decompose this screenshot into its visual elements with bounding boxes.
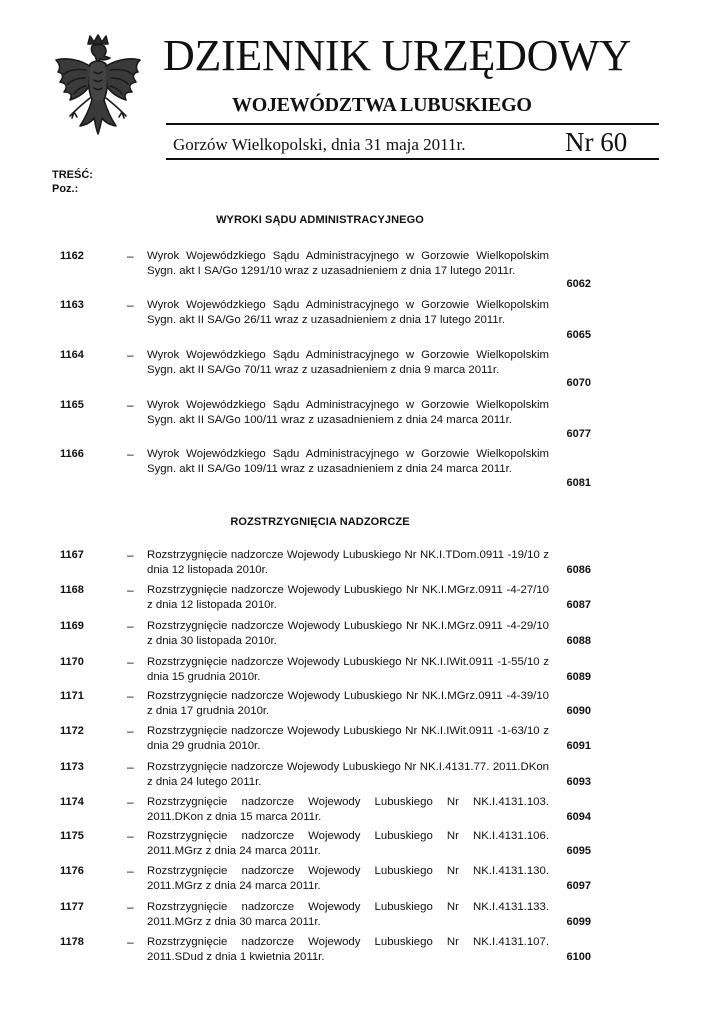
entry-page: 6097	[566, 880, 591, 892]
entry-title: Rozstrzygnięcie nadzorcze Wojewody Lubuskiego Nr NK.I.4131.103. 2011.DKon z dnia 15 marca 2011r.	[147, 796, 549, 823]
section-title-court-rulings: WYROKI SĄDU ADMINISTRACYJNEGO	[216, 214, 424, 226]
entry-page: 6065	[566, 329, 591, 341]
entry-title: Rozstrzygnięcie nadzorcze Wojewody Lubuskiego Nr NK.I.4131.130. 2011.MGrz z dnia 24 marca 2011r.	[147, 865, 549, 892]
entry-page: 6086	[566, 564, 591, 576]
entry-page: 6099	[566, 916, 591, 928]
entry-dash: –	[127, 249, 134, 263]
entry-page: 6089	[566, 671, 591, 683]
entry-dash: –	[127, 298, 134, 312]
entry-dash: –	[127, 760, 134, 774]
entry-position: 1166	[60, 448, 84, 460]
entry-page: 6070	[566, 377, 591, 389]
entry-dash: –	[127, 398, 134, 412]
entry-position: 1174	[60, 796, 84, 808]
entry-position: 1177	[60, 901, 84, 913]
section-title-supervisory-decisions: ROZSTRZYGNIĘCIA NADZORCZE	[230, 516, 410, 528]
entry-dash: –	[127, 548, 134, 562]
eagle-emblem-icon	[52, 34, 144, 146]
entry-title: Rozstrzygnięcie nadzorcze Wojewody Lubuskiego Nr NK.I.4131.106. 2011.MGrz z dnia 24 marca 2011r.	[147, 830, 549, 857]
issue-number: Nr 60	[565, 127, 628, 157]
entry-page: 6100	[566, 951, 591, 963]
entry-page: 6095	[566, 845, 591, 857]
content-label: TREŚĆ:	[52, 169, 93, 181]
entry-position: 1167	[60, 549, 84, 561]
entry-page: 6090	[566, 705, 591, 717]
gazette-subtitle: WOJEWÓDZTWA LUBUSKIEGO	[232, 94, 532, 116]
entry-dash: –	[127, 689, 134, 703]
entry-dash: –	[127, 724, 134, 738]
entry-title: Rozstrzygnięcie nadzorcze Wojewody Lubuskiego Nr NK.I.TDom.0911 -19/10 z dnia 12 listopada 2010r.	[147, 549, 549, 576]
entry-page: 6062	[566, 278, 591, 290]
entry-title: Wyrok Wojewódzkiego Sądu Administracyjnego w Gorzowie Wielkopolskim Sygn. akt II SA/Go 100/11 wraz z uzasadnieniem z dnia 24 marca 2011r.	[147, 399, 549, 426]
entry-position: 1162	[60, 250, 84, 262]
entry-position: 1178	[60, 936, 84, 948]
entry-position: 1170	[60, 656, 84, 668]
entry-position: 1169	[60, 620, 84, 632]
entry-dash: –	[127, 935, 134, 949]
entry-title: Rozstrzygnięcie nadzorcze Wojewody Lubuskiego Nr NK.I.4131.133. 2011.MGrz z dnia 30 marca 2011r.	[147, 901, 549, 928]
gazette-title: DZIENNIK URZĘDOWY	[163, 31, 631, 80]
entry-position: 1165	[60, 399, 84, 411]
header-rule-top	[166, 123, 659, 125]
position-label: Poz.:	[52, 183, 79, 195]
entry-dash: –	[127, 795, 134, 809]
entry-title: Rozstrzygnięcie nadzorcze Wojewody Lubuskiego Nr NK.I.IWit.0911 -1-63/10 z dnia 29 grudnia 2010r.	[147, 725, 549, 752]
entry-title: Wyrok Wojewódzkiego Sądu Administracyjnego w Gorzowie Wielkopolskim Sygn. akt I SA/Go 1291/10 wraz z uzasadnieniem z dnia 17 lutego 2011r.	[147, 250, 549, 277]
entry-dash: –	[127, 655, 134, 669]
entry-dash: –	[127, 829, 134, 843]
entry-page: 6093	[566, 776, 591, 788]
entry-title: Wyrok Wojewódzkiego Sądu Administracyjnego w Gorzowie Wielkopolskim Sygn. akt II SA/Go 109/11 wraz z uzasadnieniem z dnia 24 marca 2011r.	[147, 448, 549, 475]
entry-title: Rozstrzygnięcie nadzorcze Wojewody Lubuskiego Nr NK.I.MGrz.0911 -4-39/10 z dnia 17 grudnia 2010r.	[147, 690, 549, 717]
entry-page: 6087	[566, 599, 591, 611]
entry-position: 1176	[60, 865, 84, 877]
entry-dash: –	[127, 900, 134, 914]
entry-position: 1173	[60, 761, 84, 773]
entry-page: 6077	[566, 428, 591, 440]
entry-page: 6091	[566, 740, 591, 752]
header-rule-bottom	[166, 158, 659, 160]
entry-title: Rozstrzygnięcie nadzorcze Wojewody Lubuskiego Nr NK.I.MGrz.0911 -4-29/10 z dnia 30 listopada 2010r.	[147, 620, 549, 647]
entry-dash: –	[127, 864, 134, 878]
entry-position: 1175	[60, 830, 84, 842]
entry-dash: –	[127, 583, 134, 597]
entry-dash: –	[127, 447, 134, 461]
entry-position: 1172	[60, 725, 84, 737]
place-and-date: Gorzów Wielkopolski, dnia 31 maja 2011r.	[173, 135, 466, 154]
entry-dash: –	[127, 619, 134, 633]
entry-title: Wyrok Wojewódzkiego Sądu Administracyjnego w Gorzowie Wielkopolskim Sygn. akt II SA/Go 70/11 wraz z uzasadnieniem z dnia 9 marca 2011r.	[147, 349, 549, 376]
entry-page: 6088	[566, 635, 591, 647]
entry-page: 6094	[566, 811, 591, 823]
entry-position: 1163	[60, 299, 84, 311]
entry-title: Rozstrzygnięcie nadzorcze Wojewody Lubuskiego Nr NK.I.IWit.0911 -1-55/10 z dnia 15 grudnia 2010r.	[147, 656, 549, 683]
entry-position: 1168	[60, 584, 84, 596]
entry-title: Rozstrzygnięcie nadzorcze Wojewody Lubuskiego Nr NK.I.4131.77. 2011.DKon z dnia 24 lutego 2011r.	[147, 761, 549, 788]
entry-dash: –	[127, 348, 134, 362]
entry-title: Wyrok Wojewódzkiego Sądu Administracyjnego w Gorzowie Wielkopolskim Sygn. akt II SA/Go 26/11 wraz z uzasadnieniem z dnia 17 lutego 2011r.	[147, 299, 549, 326]
entry-title: Rozstrzygnięcie nadzorcze Wojewody Lubuskiego Nr NK.I.MGrz.0911 -4-27/10 z dnia 12 listopada 2010r.	[147, 584, 549, 611]
entry-position: 1164	[60, 349, 84, 361]
entry-page: 6081	[566, 477, 591, 489]
entry-position: 1171	[60, 690, 84, 702]
entry-title: Rozstrzygnięcie nadzorcze Wojewody Lubuskiego Nr NK.I.4131.107. 2011.SDud z dnia 1 kwietnia 2011r.	[147, 936, 549, 963]
